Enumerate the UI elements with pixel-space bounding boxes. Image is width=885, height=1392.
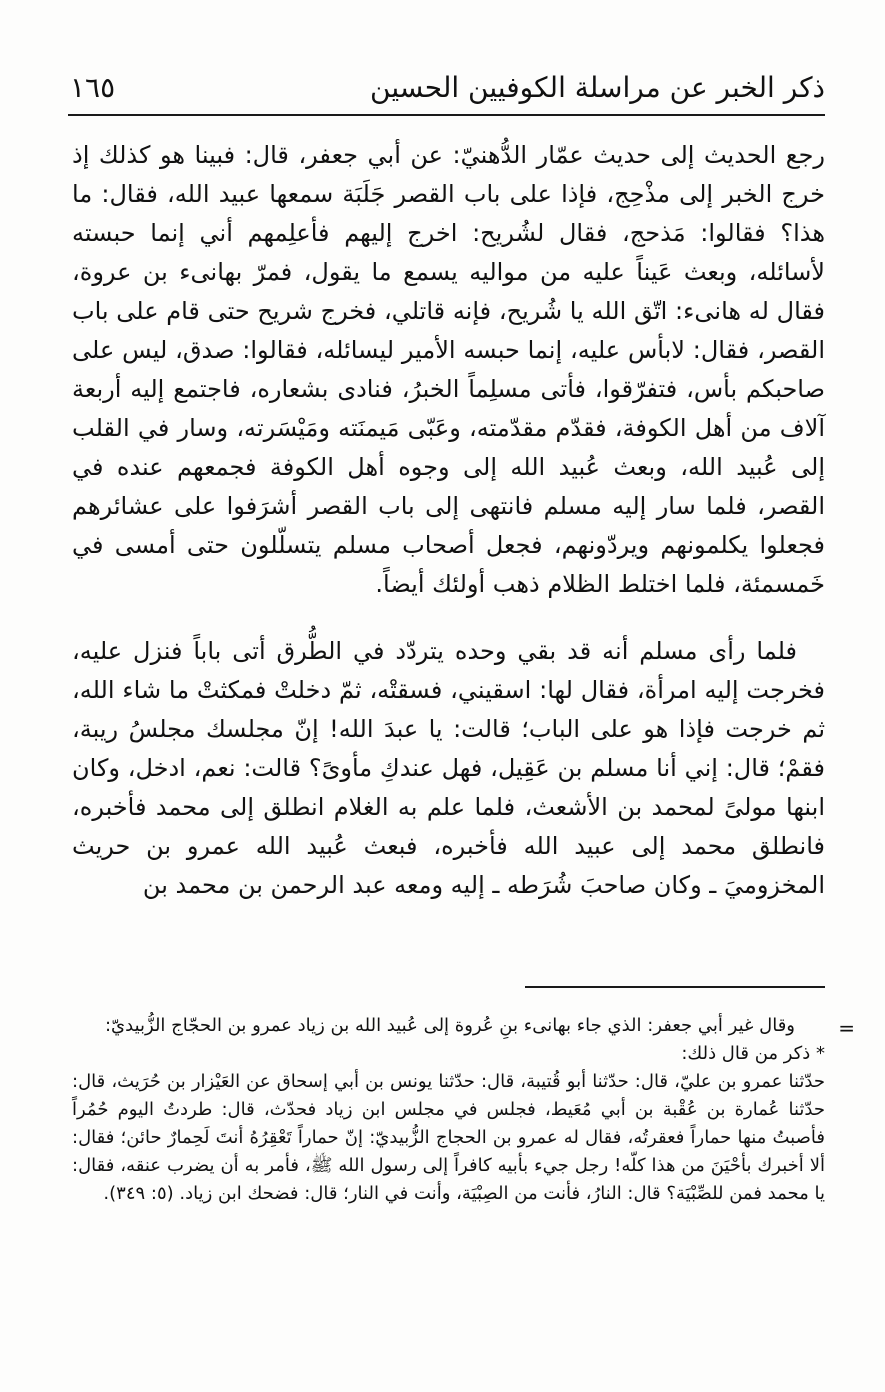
page-number: ١٦٥ <box>70 71 116 104</box>
footnotes <box>72 1012 825 1208</box>
main-text <box>72 136 825 905</box>
footnote-line: * ذكر من قال ذلك: <box>681 1043 825 1064</box>
running-title: ذكر الخبر عن مراسلة الكوفيين الحسين <box>370 71 825 104</box>
header-rule <box>68 114 825 116</box>
footnote-line: حدّثنا عمرو بن عليّ، قال: حدّثنا أبو قُتيبة، قال: حدّثنا يونس بن أبي إسحاق عن العَيْزار بن حُرَيث، قال: حدّثنا عُمارة بن عُقْبة بن أبي مُعَيط، فجلس في مجلس ابن زياد فحدّث، قال: طردتُ اليوم حُمُراً فأصبتُ منها حماراً فعقرتُه، فقال له عمرو بن الحجاج الزُّبيديّ: إنّ حماراً تَعْقِرُهُ أنتَ لَحِمارٌ حائن؛ فقال: ألا أخبرك بأحْيَنَ من هذا كلّه! رجل جيء بأبيه كافراً إلى رسول الله ﷺ، فأمر به أن يضرب عنقه، فقال: يا محمد فمن للصِّبْيَة؟ قال: النارُ، فأنت من الصِبْيَة، وأنت في النار؛ قال: فضحك ابن زياد. (٥: ٣٤٩). <box>72 1071 825 1204</box>
footnote-line: وقال غير أبي جعفر: الذي جاء بهانىء بنِ عُروة إلى عُبيد الله بن زياد عمرو بن الحجّاج الزُّبيديّ: <box>104 1015 795 1036</box>
body-paragraph: رجع الحديث إلى حديث عمّار الدُّهنيّ: عن أبي جعفر، قال: فبينا هو كذلك إذ خرج الخبر إلى مذْحِج، فإذا على باب القصر جَلَبَة سمعها عبيد الله، فقال: ما هذا؟ فقالوا: مَذحج، فقال لشُريح: اخرج إليهم فأعلِمهم أني إنما حبسته لأسائله، وبعث عَيناً عليه من مواليه يسمع ما يقول، فمرّ بهانىء بن عروة، فقال له هانىء: اتّق الله يا شُريح، فإنه قاتلي، فخرج شريح حتى قام على باب القصر، فقال: لابأس عليه، إنما حبسه الأمير ليسائله، فقالوا: صدق، ليس على صاحبكم بأس، فتفرّقوا، فأتى مسلِماً الخبرُ، فنادى بشعاره، فاجتمع إليه أربعة آلاف من أهل الكوفة، فقدّم مقدّمته، وعَبّى مَيمنَته ومَيْسَرته، وسار في القلب إلى عُبيد الله، وبعث عُبيد الله إلى وجوه أهل الكوفة فجمعهم عنده في القصر، فلما سار إليه مسلم فانتهى إلى باب القصر أشرَفوا على عشائرهم فجعلوا يكلمونهم ويردّونهم، فجعل أصحاب مسلم يتسلّلون حتى أمسى في خَمسمئة، فلما اختلط الظلام ذهب أولئك أيضاً. <box>72 141 825 598</box>
footnote-rule <box>525 986 825 988</box>
footnote-continuation-marker: = <box>838 1016 855 1040</box>
body-paragraph: فلما رأى مسلم أنه قد بقي وحده يتردّد في الطُّرق أتى باباً فنزل عليه، فخرجت إليه امرأة، فقال لها: اسقيني، فسقتْه، ثمّ دخلتْ فمكثتْ ما شاء الله، ثم خرجت فإذا هو على الباب؛ قالت: يا عبدَ الله! إنّ مجلسك مجلسُ ريبة، فقمْ؛ قال: إني أنا مسلم بن عَقِيل، فهل عندكِ مأوىً؟ قالت: نعم، ادخل، وكان ابنها مولىً لمحمد بن الأشعث، فلما علم به الغلام انطلق إلى محمد فأخبره، فانطلق محمد إلى عبيد الله فأخبره، فبعث عُبيد الله عمرو بن حريث المخزوميَ ـ وكان صاحبَ شُرَطه ـ إليه ومعه عبد الرحمن بن محمد بن <box>72 637 825 899</box>
running-header <box>70 68 825 108</box>
